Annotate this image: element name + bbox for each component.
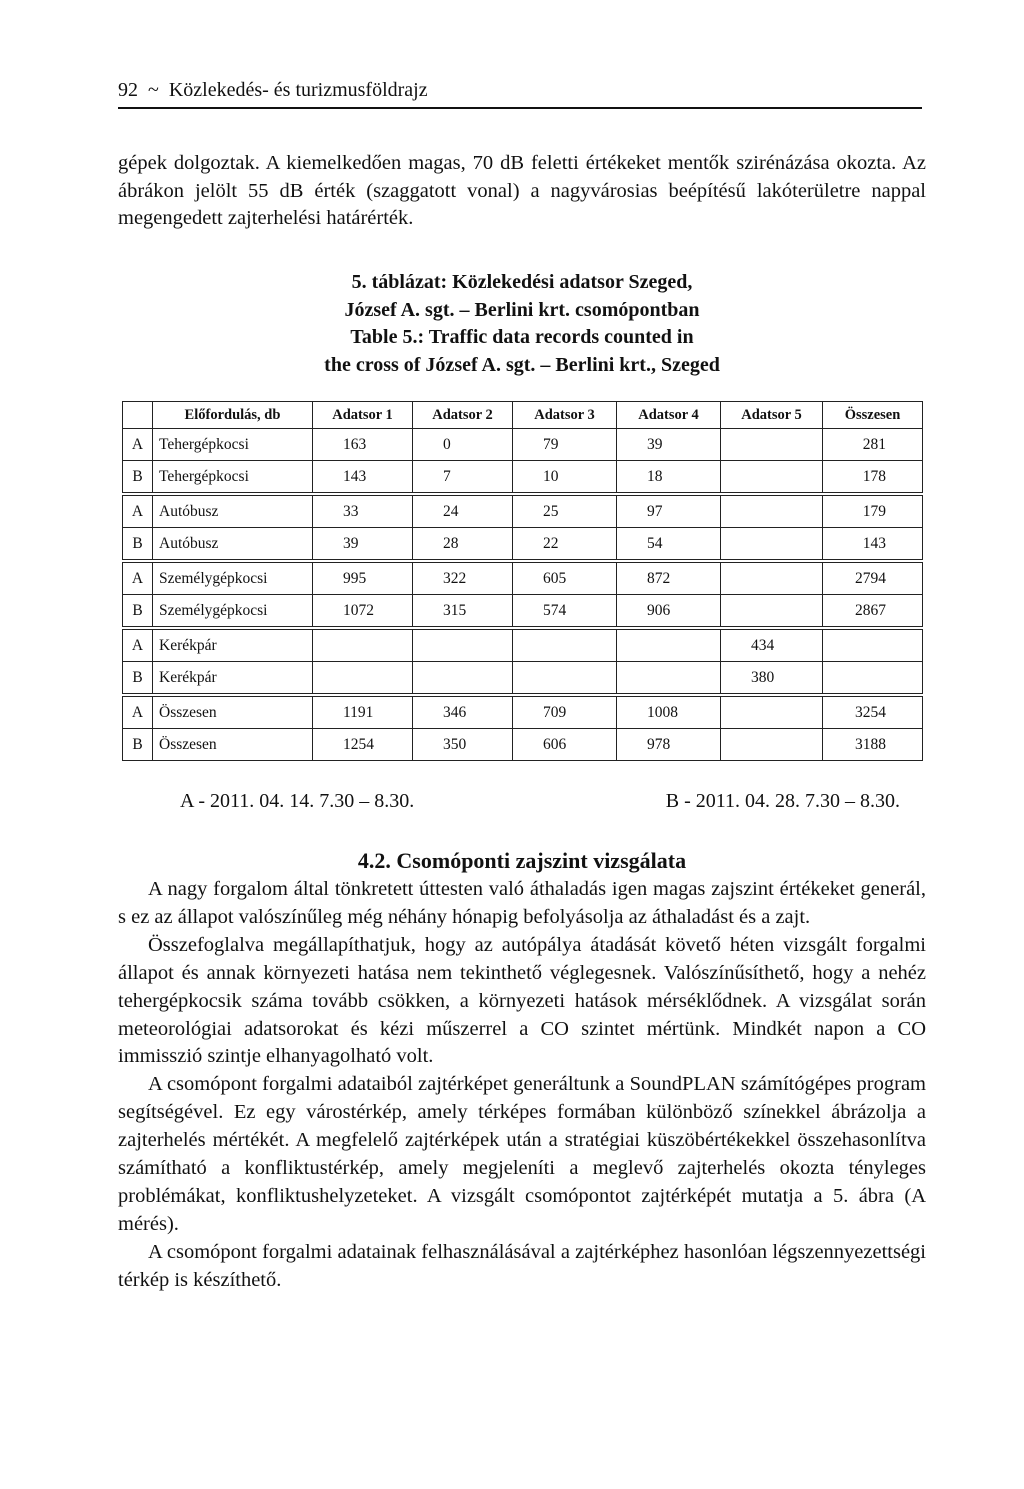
table-row xyxy=(123,628,923,662)
cell-value: 872 xyxy=(617,561,721,595)
cell-vehicle: Személygépkocsi xyxy=(153,561,313,595)
cell-value: 10 xyxy=(513,461,617,495)
cell-value: 978 xyxy=(617,729,721,761)
running-header xyxy=(118,78,922,102)
cell-value: 79 xyxy=(513,429,617,461)
table-row xyxy=(123,729,923,761)
paragraph-4: A csomópont forgalmi adatainak felhasználásával a zajtérképhez hasonlóan légszennyezettségi térkép is készíthető. xyxy=(118,1240,926,1291)
cell-value: 315 xyxy=(413,595,513,629)
cell-value: 606 xyxy=(513,729,617,761)
cell-value: 906 xyxy=(617,595,721,629)
cell-value: 350 xyxy=(413,729,513,761)
cell-vehicle: Autóbusz xyxy=(153,494,313,528)
cell-value xyxy=(721,695,823,729)
paragraph-1: A nagy forgalom által tönkretett úttesten való áthaladás igen magas zajszint értékeket generál, s ez az állapot valószínűleg még néhány hónapig befolyásolja az áthaladást és a zajt. xyxy=(118,878,926,928)
cell-value: 163 xyxy=(313,429,413,461)
header-series-4: Adatsor 4 xyxy=(617,402,721,429)
cell-value: 322 xyxy=(413,561,513,595)
cell-value: 1072 xyxy=(313,595,413,629)
cell-value xyxy=(721,729,823,761)
cell-value: 28 xyxy=(413,528,513,562)
cell-value: 25 xyxy=(513,494,617,528)
table-row xyxy=(123,461,923,495)
table-row xyxy=(123,561,923,595)
cell-value xyxy=(721,528,823,562)
cell-value: 39 xyxy=(617,429,721,461)
cell-group: B xyxy=(123,595,153,629)
cell-value: 24 xyxy=(413,494,513,528)
cell-vehicle: Személygépkocsi xyxy=(153,595,313,629)
running-title: Közlekedés- és turizmusföldrajz xyxy=(168,79,428,101)
cell-value xyxy=(721,461,823,495)
cell-value: 605 xyxy=(513,561,617,595)
cell-vehicle: Kerékpár xyxy=(153,662,313,696)
cell-group: B xyxy=(123,729,153,761)
intro-section xyxy=(118,150,926,233)
cell-value xyxy=(721,494,823,528)
header-separator: ~ xyxy=(148,79,159,101)
header-total: Összesen xyxy=(823,402,923,429)
cell-total: 2867 xyxy=(823,595,923,629)
cell-value xyxy=(721,561,823,595)
intro-paragraph: gépek dolgoztak. A kiemelkedően magas, 70 dB feletti értékeket mentők szirénázása okozta. Az ábrákon jelölt 55 dB érték (szaggatott vonal) a nagyvárosias beépítésű lakóterületre nappal megengedett zajterhelési határérték. xyxy=(118,152,926,229)
traffic-data-table xyxy=(122,401,923,761)
cell-group: A xyxy=(123,494,153,528)
cell-group: B xyxy=(123,461,153,495)
table-header-row xyxy=(123,402,923,429)
cell-value: 0 xyxy=(413,429,513,461)
cell-value: 39 xyxy=(313,528,413,562)
cell-total: 178 xyxy=(823,461,923,495)
cell-vehicle: Összesen xyxy=(153,729,313,761)
cell-vehicle: Tehergépkocsi xyxy=(153,429,313,461)
table-row xyxy=(123,662,923,696)
caption-line-4: the cross of József A. sgt. – Berlini krt., Szeged xyxy=(324,353,720,376)
cell-vehicle: Kerékpár xyxy=(153,628,313,662)
cell-group: B xyxy=(123,662,153,696)
cell-total xyxy=(823,662,923,696)
cell-value xyxy=(513,662,617,696)
page-number: 92 xyxy=(118,79,138,101)
paragraph-3: A csomópont forgalmi adataiból zajtérképet generáltunk a SoundPLAN számítógépes program segítségével. Ez egy várostérkép, amely térképes formában különböző színekkel ábrázolja a zajterhelés mértékét. A megfelelő zajtérképek után a stratégiai küszöbértékekkel összehasonlítva számítható a konfliktustérkép, amely megjeleníti a meglevő zajterhelés okozta tényleges problémákat, konfliktushelyzeteket. A vizsgált csomópontot zajtérképét mutatja a 5. ábra (A mérés). xyxy=(118,1073,926,1235)
cell-vehicle: Tehergépkocsi xyxy=(153,461,313,495)
cell-value xyxy=(413,662,513,696)
section-title: 4.2. Csomóponti zajszint vizsgálata xyxy=(357,848,687,873)
cell-value xyxy=(721,595,823,629)
cell-total: 3188 xyxy=(823,729,923,761)
cell-group: B xyxy=(123,528,153,562)
date-b: B - 2011. 04. 28. 7.30 – 8.30. xyxy=(665,790,900,812)
table-row xyxy=(123,695,923,729)
cell-value: 574 xyxy=(513,595,617,629)
cell-value: 54 xyxy=(617,528,721,562)
cell-total: 3254 xyxy=(823,695,923,729)
cell-value: 1254 xyxy=(313,729,413,761)
cell-value: 1191 xyxy=(313,695,413,729)
paragraph-2: Összefoglalva megállapíthatjuk, hogy az autópálya átadását követő héten vizsgált forgalmi állapot és annak környezeti hatása nem tekinthető véglegesnek. Valószínűsíthető, hogy a nehéz tehergépkocsik száma tovább csökken, a környezeti hatások mérséklődnek. A vizsgálat során meteorológiai adatsorokat és kézi műszerrel a CO szintet mértünk. Mindkét napon a CO immisszió szintje elhanyagolható volt. xyxy=(118,933,926,1068)
cell-group: A xyxy=(123,695,153,729)
header-series-5: Adatsor 5 xyxy=(721,402,823,429)
header-series-3: Adatsor 3 xyxy=(513,402,617,429)
header-rule xyxy=(118,107,922,109)
cell-value xyxy=(313,662,413,696)
cell-group: A xyxy=(123,561,153,595)
cell-value: 22 xyxy=(513,528,617,562)
cell-total: 2794 xyxy=(823,561,923,595)
cell-value: 1008 xyxy=(617,695,721,729)
cell-value: 380 xyxy=(721,662,823,696)
caption-line-3: Table 5.: Traffic data records counted in xyxy=(350,326,694,348)
cell-value: 143 xyxy=(313,461,413,495)
cell-value: 33 xyxy=(313,494,413,528)
table-caption xyxy=(118,269,926,379)
cell-total: 281 xyxy=(823,429,923,461)
table-row xyxy=(123,595,923,629)
header-series-1: Adatsor 1 xyxy=(313,402,413,429)
cell-vehicle: Autóbusz xyxy=(153,528,313,562)
caption-line-1: 5. táblázat: Közlekedési adatsor Szeged, xyxy=(351,271,693,293)
cell-value: 18 xyxy=(617,461,721,495)
table-row xyxy=(123,494,923,528)
cell-group: A xyxy=(123,429,153,461)
cell-total: 179 xyxy=(823,494,923,528)
table-row xyxy=(123,528,923,562)
cell-value: 434 xyxy=(721,628,823,662)
cell-value xyxy=(413,628,513,662)
header-group xyxy=(123,402,153,429)
cell-value: 7 xyxy=(413,461,513,495)
date-a: A - 2011. 04. 14. 7.30 – 8.30. xyxy=(180,790,415,812)
cell-value: 346 xyxy=(413,695,513,729)
header-series-2: Adatsor 2 xyxy=(413,402,513,429)
cell-value: 97 xyxy=(617,494,721,528)
cell-value xyxy=(721,429,823,461)
cell-total xyxy=(823,628,923,662)
body-text xyxy=(118,876,926,1295)
cell-value xyxy=(313,628,413,662)
cell-group: A xyxy=(123,628,153,662)
cell-value: 995 xyxy=(313,561,413,595)
cell-value xyxy=(617,628,721,662)
cell-value xyxy=(513,628,617,662)
cell-vehicle: Összesen xyxy=(153,695,313,729)
cell-total: 143 xyxy=(823,528,923,562)
caption-line-2: József A. sgt. – Berlini krt. csomópontban xyxy=(344,298,700,321)
table-row xyxy=(123,429,923,461)
measurement-dates xyxy=(180,790,900,813)
cell-value xyxy=(617,662,721,696)
header-occurrence: Előfordulás, db xyxy=(153,402,313,429)
cell-value: 709 xyxy=(513,695,617,729)
